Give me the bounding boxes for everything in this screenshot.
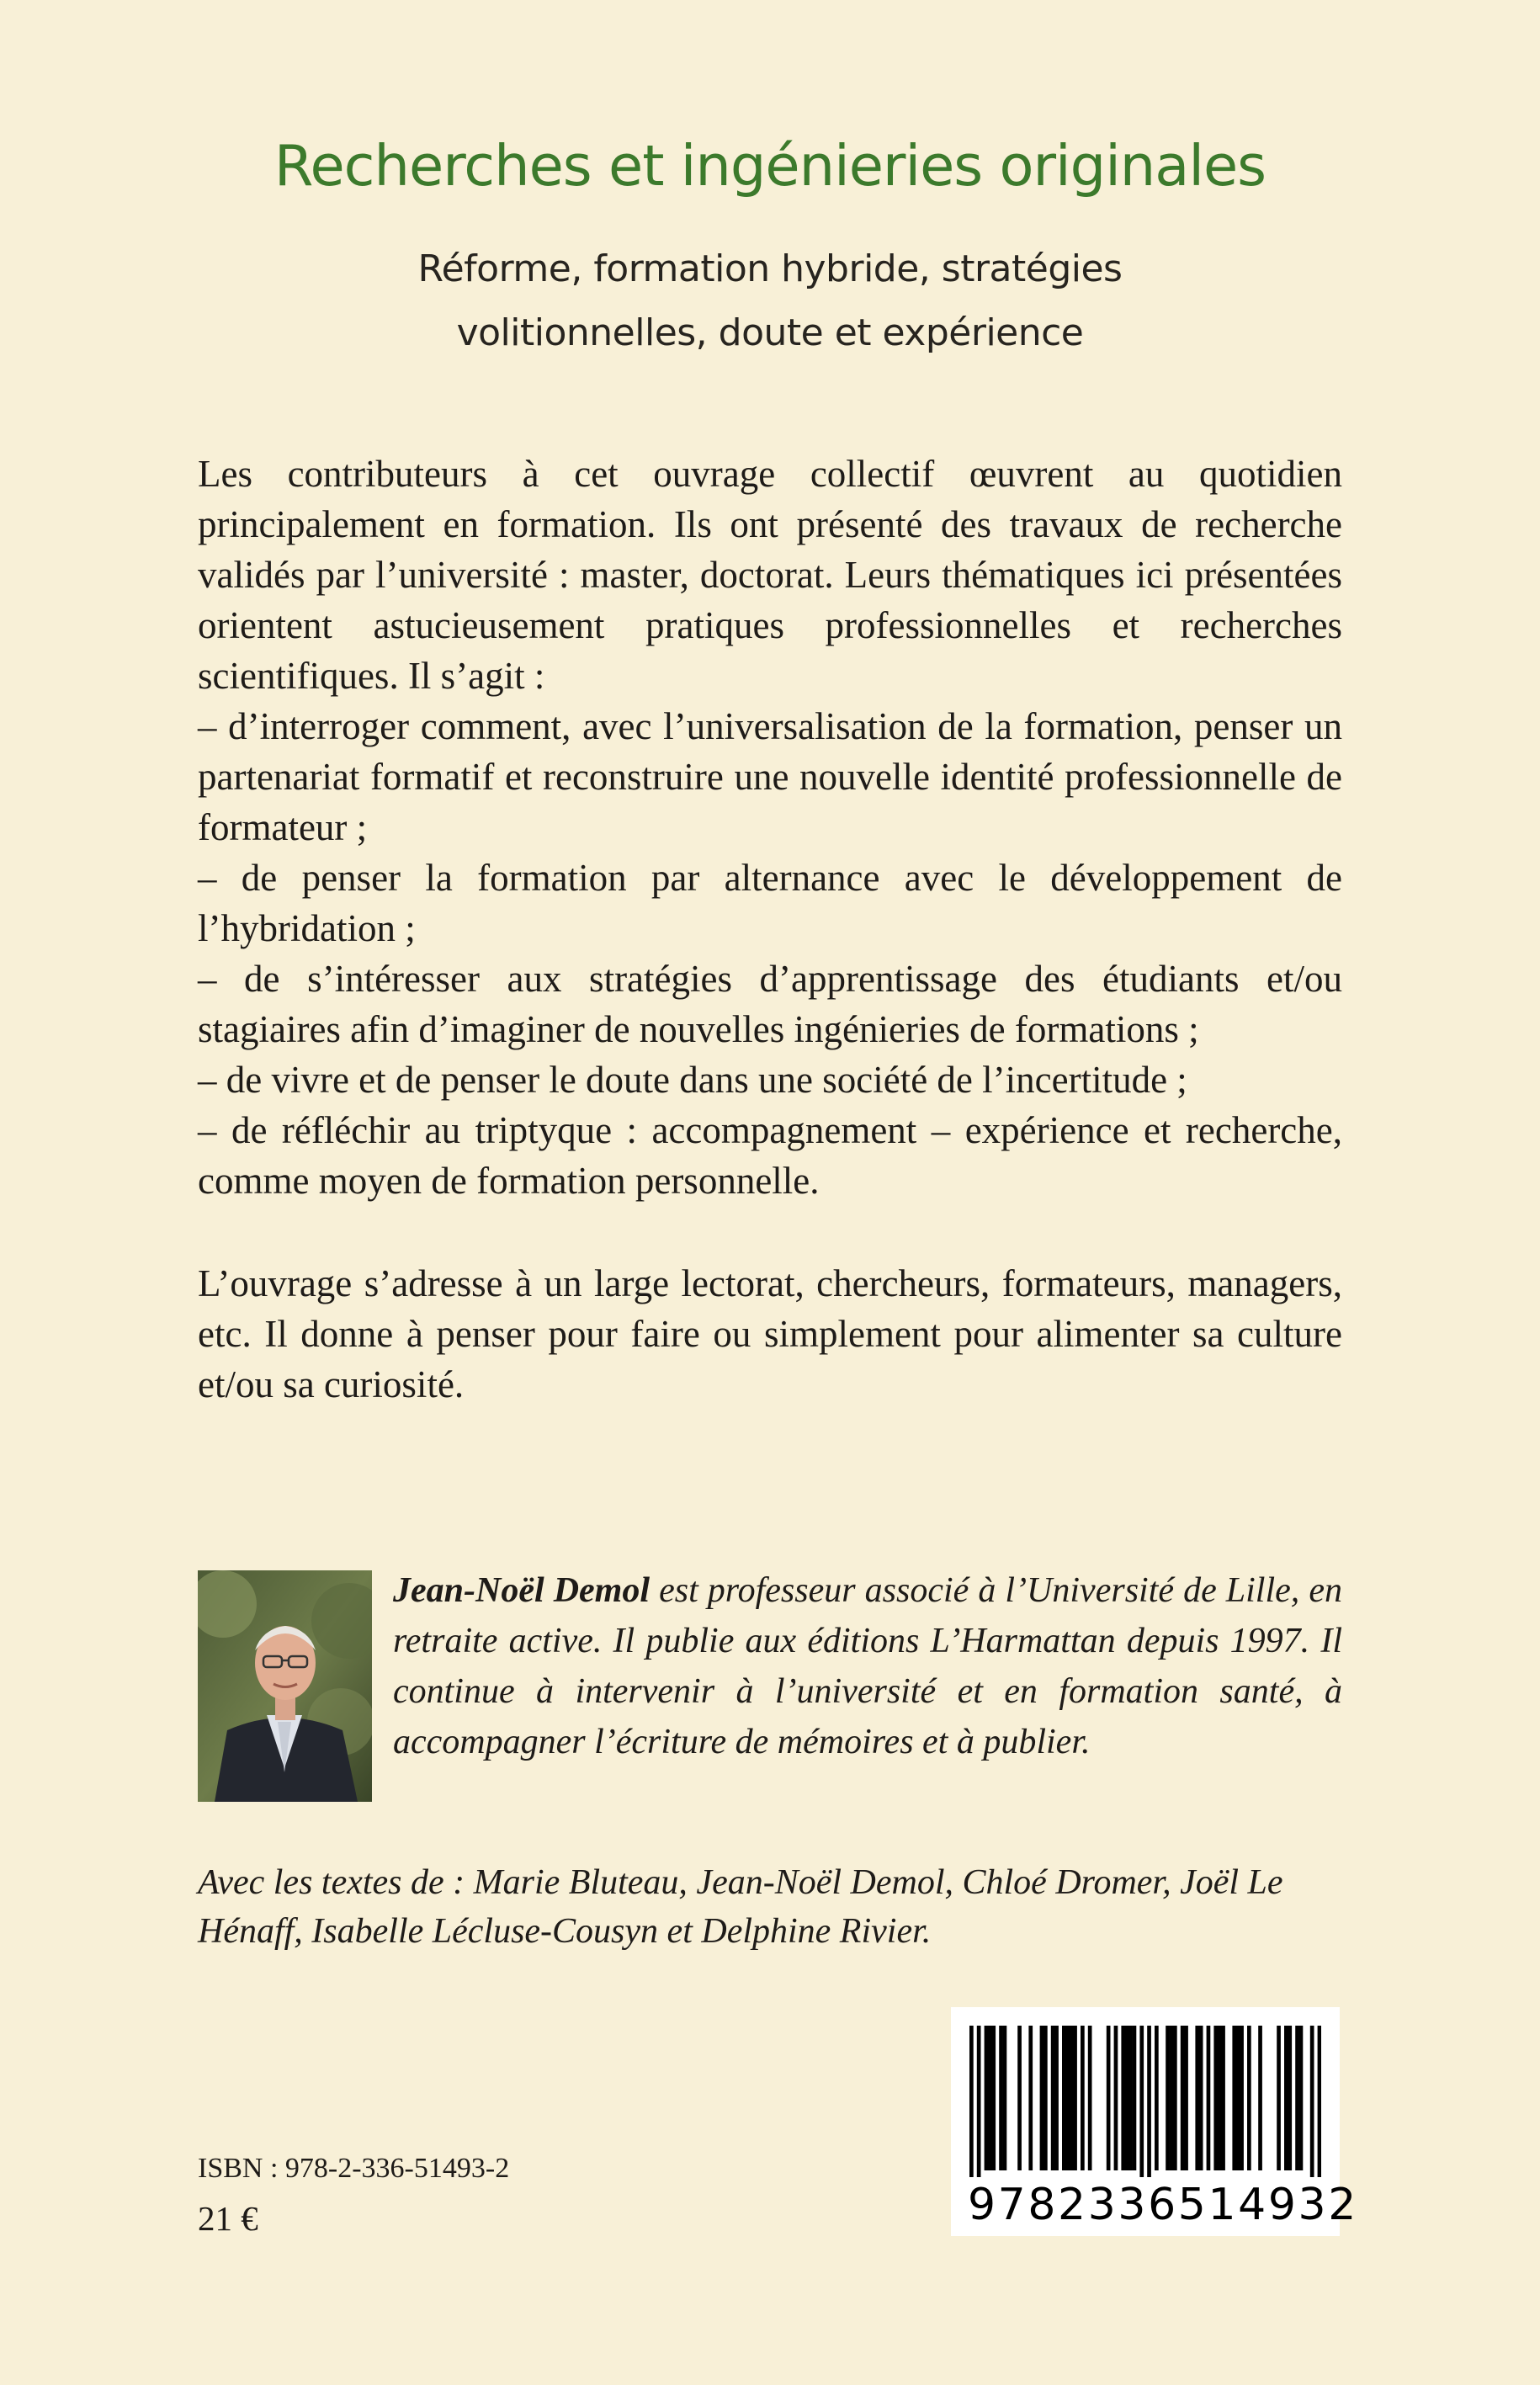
barcode-bar [1043, 2026, 1048, 2170]
barcode [951, 2007, 1358, 2236]
barcode-bar [1062, 2026, 1066, 2170]
barcode-bar [1240, 2026, 1244, 2170]
barcode-bar [969, 2026, 974, 2177]
barcode-bar [1195, 2026, 1199, 2170]
barcode-bar [1199, 2026, 1203, 2170]
book-subtitle [0, 237, 1540, 365]
barcode-bar [1054, 2026, 1059, 2170]
summary-bullet: – de réfléchir au triptyque : accompagnement – expérience et recherche, comme moyen de formation personnelle. [198, 1109, 1342, 1202]
barcode-bar [1107, 2026, 1111, 2170]
author-name: Jean-Noël Demol [393, 1571, 651, 1610]
summary-text [198, 449, 1342, 1206]
price-label: 21 € [198, 2199, 258, 2238]
barcode-bar [1288, 2026, 1292, 2170]
barcode-bar [1277, 2026, 1281, 2170]
barcode-bar [1295, 2026, 1299, 2170]
barcode-bar [1040, 2026, 1044, 2170]
barcode-bar [1081, 2026, 1085, 2170]
barcode-bar [988, 2026, 992, 2170]
isbn-label: ISBN : 978-2-336-51493-2 [198, 2153, 510, 2184]
barcode-bar [1065, 2026, 1070, 2170]
barcode-bar [1125, 2026, 1129, 2170]
barcode-bar [1184, 2026, 1188, 2170]
summary-bullet: – d’interroger comment, avec l’universalisation de la formation, penser un partenariat formatif et reconstruire une nouvelle identité professionnelle de formateur ; [198, 705, 1342, 848]
barcode-bar [1213, 2026, 1218, 2170]
barcode-bar [1207, 2026, 1211, 2170]
summary-paragraph: Les contributeurs à cet ouvrage collectif œuvrent au quotidien principalement en formation. Ils ont présenté des travaux de recherche validés par l’université : master, doctorat. Leurs thématiques ici présentées orientent astucieusement pratiques professionnelles et recherches scientifiques. Il s’agit : [198, 453, 1342, 697]
barcode-bar [1236, 2026, 1240, 2170]
audience-paragraph [198, 1258, 1342, 1410]
subtitle-line-1: Réforme, formation hybride, stratégies [417, 247, 1123, 290]
barcode-bar [1028, 2026, 1033, 2170]
barcode-bar [1310, 2026, 1314, 2177]
barcode-bar [977, 2026, 981, 2177]
barcode-bar [1155, 2026, 1159, 2170]
subtitle-line-2: volitionnelles, doute et expérience [456, 311, 1084, 354]
barcode-bar [1173, 2026, 1177, 2170]
author-bio [393, 1565, 1342, 1767]
barcode-bar [1139, 2026, 1144, 2177]
barcode-bar [1284, 2026, 1288, 2170]
barcode-bar [1221, 2026, 1225, 2170]
barcode-bar [1133, 2026, 1137, 2170]
barcode-bar [1170, 2026, 1174, 2170]
barcode-bar [1088, 2026, 1092, 2170]
barcode-bar [1003, 2026, 1007, 2170]
barcode-bar [1121, 2026, 1125, 2170]
summary-bullet: – de vivre et de penser le doute dans une société de l’incertitude ; [198, 1059, 1187, 1101]
barcode-bar [1258, 2026, 1262, 2170]
barcode-bar [1218, 2026, 1222, 2170]
barcode-bar [999, 2026, 1003, 2170]
barcode-bar [1017, 2026, 1022, 2170]
barcode-bar [1232, 2026, 1236, 2170]
barcode-bar [1299, 2026, 1304, 2170]
author-bio-text: est professeur associé à l’Université de Lille, en retraite active. Il publie aux éditions L’Harmattan depuis 1997. Il continue à intervenir à l’université et en formation santé, à accompagner l’écriture de mémoires et à publier. [393, 1571, 1342, 1761]
barcode-bar [1070, 2026, 1074, 2170]
barcode-bar [1051, 2026, 1055, 2170]
contributors-list: Avec les textes de : Marie Bluteau, Jean-Noël Demol, Chloé Dromer, Joël Le Hénaff, Isabelle Lécluse-Cousyn et Delphine Rivier. [198, 1863, 1283, 1951]
summary-bullet: – de penser la formation par alternance avec le développement de l’hybridation ; [198, 857, 1342, 949]
barcode-bars [969, 2026, 1321, 2177]
barcode-bar [991, 2026, 996, 2170]
barcode-digits: 9782336514932 [968, 2180, 1358, 2230]
barcode-bar [1147, 2026, 1151, 2177]
barcode-bar [1073, 2026, 1077, 2170]
barcode-bar [1128, 2026, 1133, 2170]
barcode-bar [1318, 2026, 1321, 2177]
closing-text: L’ouvrage s’adresse à un large lectorat, chercheurs, formateurs, managers, etc. Il donne à penser pour faire ou simplement pour alimenter sa culture et/ou sa curiosité. [198, 1262, 1342, 1405]
barcode-bar [1166, 2026, 1170, 2170]
barcode-bar [1114, 2026, 1118, 2170]
book-title: Recherches et ingénieries originales [273, 133, 1267, 199]
barcode-bar [985, 2026, 989, 2170]
barcode-bar [1181, 2026, 1185, 2170]
summary-bullet: – de s’intéresser aux stratégies d’apprentissage des étudiants et/ou stagiaires afin d’imaginer de nouvelles ingénieries de formations ; [198, 958, 1342, 1050]
author-photo [198, 1570, 372, 1802]
barcode-bar [1247, 2026, 1251, 2170]
